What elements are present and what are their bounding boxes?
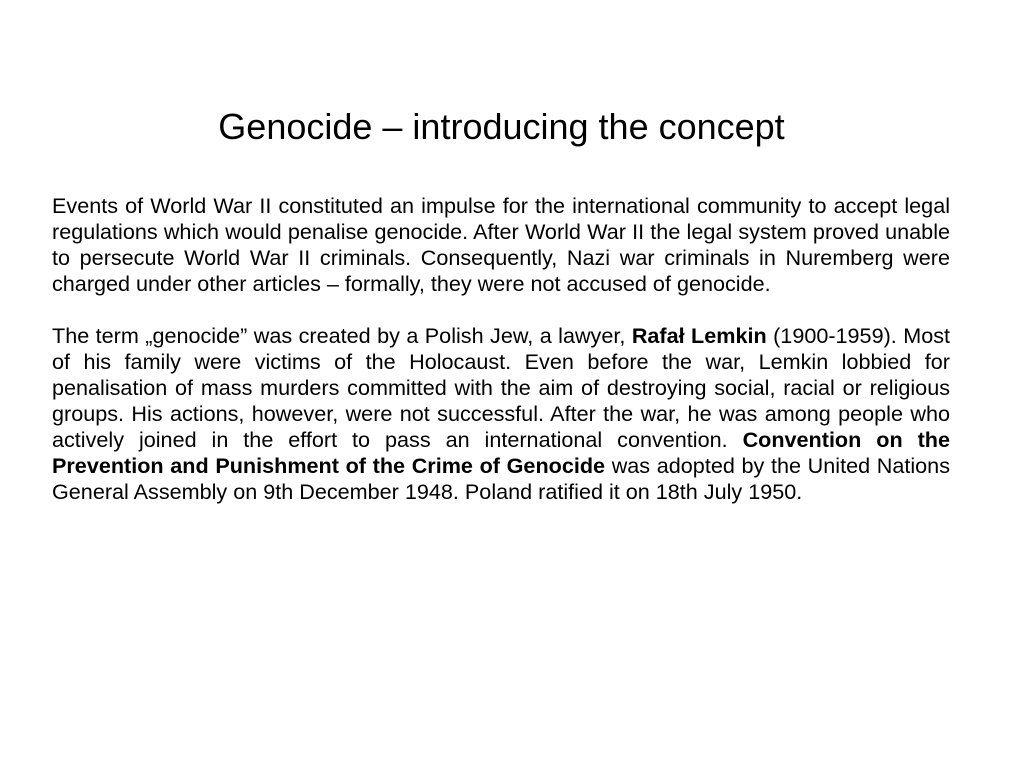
- paragraph-lemkin-text-1: The term „genocide” was created by a Polish Jew, a lawyer,: [52, 323, 632, 348]
- lemkin-name: Rafał Lemkin: [631, 323, 767, 348]
- convention-name: Convention on the Prevention and Punishment of the Crime of Genocide: [52, 427, 950, 478]
- paragraph-lemkin-text-2: (1900-1959). Most of his family were victims of the Holocaust. Even before the war, Lemkin lobbied for penalisation of mass murders committed with the aim of destroying social, racial or religious groups. His actions, however, were not successful. After the war, he was among people who actively joined in the effort to pass an international convention.: [52, 323, 951, 452]
- paragraph-lemkin: [52, 323, 950, 505]
- paragraph-world-war-ii: Events of World War II constituted an impulse for the international community to accept legal regulations which would penalise genocide. After World War II the legal system proved unable to persecute World War II criminals. Consequently, Nazi war criminals in Nuremberg were charged under other articles – formally, they were not accused of genocide.: [52, 193, 950, 296]
- slide-body: [52, 193, 950, 505]
- slide-title: Genocide – introducing the concept: [218, 106, 785, 147]
- paragraph-lemkin-text-3: was adopted by the United Nations General Assembly on 9th December 1948. Poland ratified it on 18th July 1950.: [52, 453, 950, 504]
